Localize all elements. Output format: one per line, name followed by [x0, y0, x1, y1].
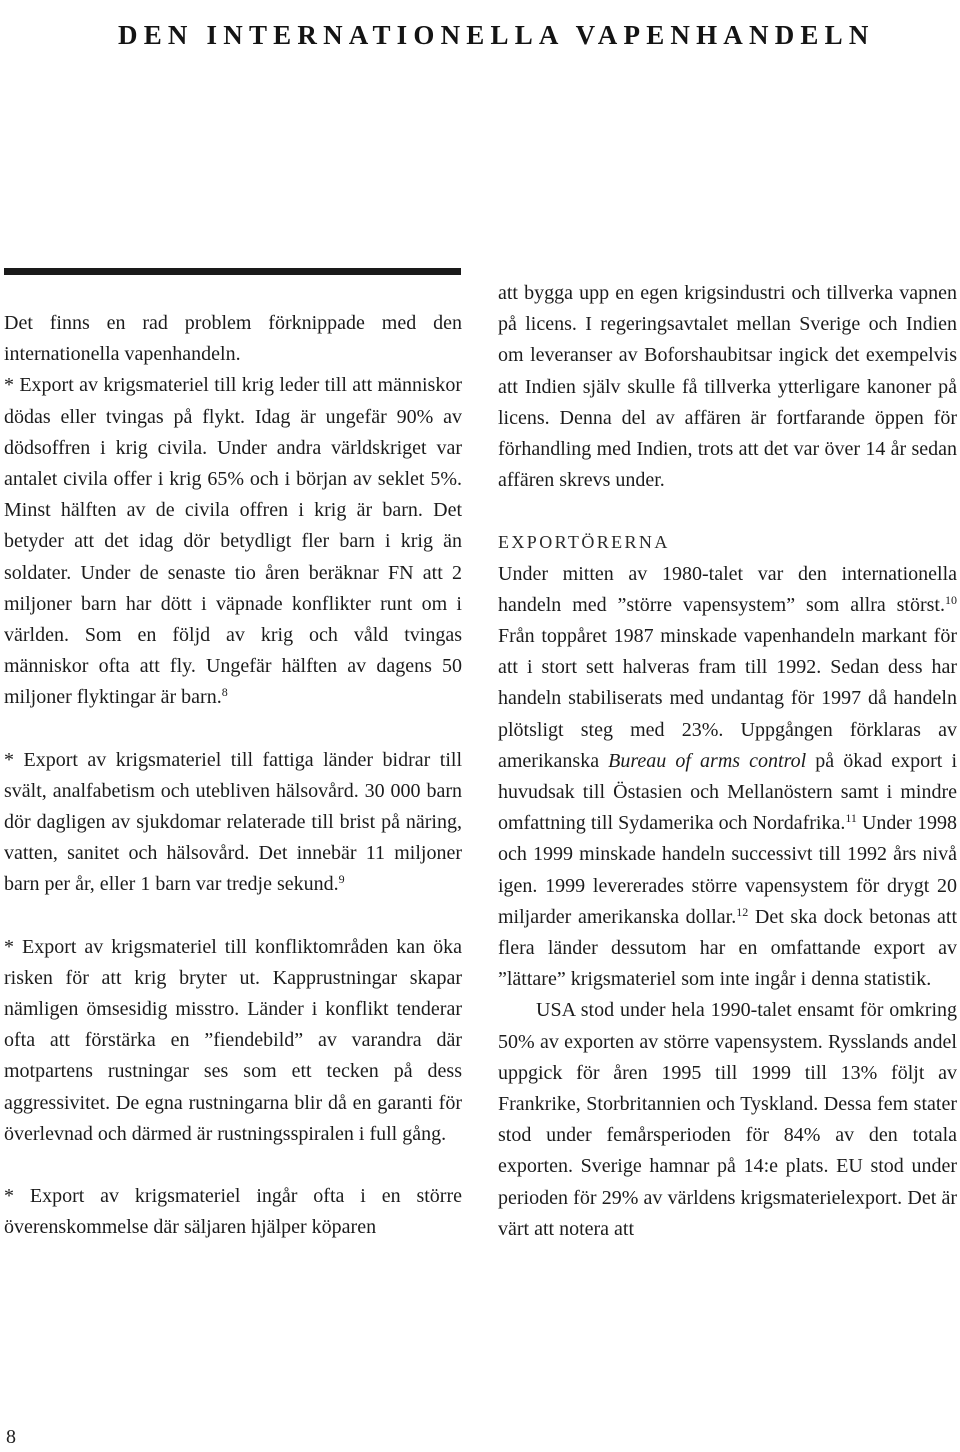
left-paragraph-2 — [4, 745, 462, 901]
section-heading-exportorerna: EXPORTÖRERNA — [498, 532, 670, 553]
italic-agency-name: Bureau of arms control — [608, 749, 807, 772]
left-paragraph-3 — [4, 932, 462, 1150]
right-paragraph-2: USA stod under hela 1990-talet ensamt för omkring 50% av exporten av större vapensystem. Rysslands andel uppgick för åren 1995 till 1999 till 13% följt av Frankrike, Storbritannien och Tyskland. Dessa fem stater stod under femårsperioden för 84% av den totala exporten. Sverige hamnar på 14:e plats. EU stod under perioden för 29% av världens krigsmaterielexport. Det är värt att notera att — [498, 999, 957, 1240]
paragraph-text: Från toppåret 1987 minskade vapenhandeln markant för att i stort sett halveras fram till 1992. Sedan dess har handeln stabiliserats med undantag för 1997 då handeln plötsligt steg med 23%. Uppgången förklaras av amerikanska — [498, 625, 957, 772]
paragraph-text: * Export av krigsmateriel till fattiga länder bidrar till svält, analfabetism och utebliven hälsovård. 30 000 barn dör dagligen av sjukdomar relaterade till brist på näring, vatten, sanitet och hälsovård. Det innebär 11 miljoner barn per år, eller 1 barn var tredje sekund. — [4, 748, 462, 896]
footnote-ref: 8 — [221, 685, 228, 700]
paragraph-text: på ökad export i huvudsak till Östasien och Mellanöstern samt i mindre omfattning till Sydamerika och Nordafrika. — [498, 749, 957, 835]
footnote-ref: 9 — [338, 872, 345, 887]
left-column — [4, 308, 462, 1243]
paragraph-text: * Export av krigsmateriel ingår ofta i en större överenskommelse där säljaren hjälper köparen — [4, 1185, 462, 1239]
paragraph-text: * Export av krigsmateriel till konfliktområden kan öka risken för att krig bryter ut. Kapprustningar skapar nämligen ömsesidig misstro. Länder i konflikt tenderar ofta att förstärka en ”fiendebild” av varandra där motpartens rustningar ses som ett tecken på dess aggressivitet. De egna rustningarna blir då en garanti för överlevnad och därmed är rustningsspiralen i full gång. — [4, 935, 462, 1145]
left-paragraph-4 — [4, 1181, 462, 1243]
right-paragraph-1 — [498, 559, 957, 996]
page-header — [0, 0, 960, 70]
footnote-ref: 11 — [845, 811, 857, 826]
footnote-ref: 12 — [736, 904, 749, 919]
right-intro-paragraph: att bygga upp en egen krigsindustri och tillverka vapnen på licens. I regeringsavtalet mellan Sverige och Indien om leveranser av Boforshaubitsar ingick det exempelvis att Indien själv skulle få tillverka ytterligare kanoner på licens. Denna del av affären är fortfarande öppen för förhandling med Indien, trots att det var över 14 år sedan affären skrevs under. — [498, 282, 957, 492]
paragraph-text: Det ska dock betonas att flera länder dessutom har en omfattande export av ”lättare” krigsmateriel som inte ingår i denna statistik. — [498, 905, 958, 991]
footnote-ref: 10 — [945, 592, 957, 607]
paragraph-text: Under mitten av 1980-talet var den internationella handeln med ”större vapensystem” som allra störst. — [498, 562, 957, 616]
section-rule — [4, 268, 461, 275]
right-column — [498, 278, 957, 1245]
page-number: 8 — [6, 1426, 16, 1448]
paragraph-text: Det finns en rad problem förknippade med den internationella vapenhandeln. * Export av krigsmateriel till krig leder till att människor dödas eller tvingas på flykt. Idag är ungefär 90% av dödsoffren i krig civila. Under andra världskriget var antalet civila offer i krig 65% och i början av seklet 5%. Minst hälften av de civila offren i krig är barn. Det betyder att det idag dör betydligt fler barn i krig än soldater. Under de senaste tio åren beräknar FN att 2 miljoner barn har dött i väpnade konflikter runt om i världen. Som en följd av krig och våld tvingas människor ofta att fly. Ungefär hälften av dagens 50 miljoner flyktingar är barn. — [4, 312, 462, 709]
paragraph-text: Under 1998 och 1999 minskade handeln successivt till 1992 års nivå igen. 1999 levererades större vapensystem för drygt 20 miljarder amerikanska dollar. — [498, 812, 957, 928]
running-title: DEN INTERNATIONELLA VAPENHANDELN — [118, 20, 875, 50]
left-paragraph-1 — [4, 308, 462, 714]
